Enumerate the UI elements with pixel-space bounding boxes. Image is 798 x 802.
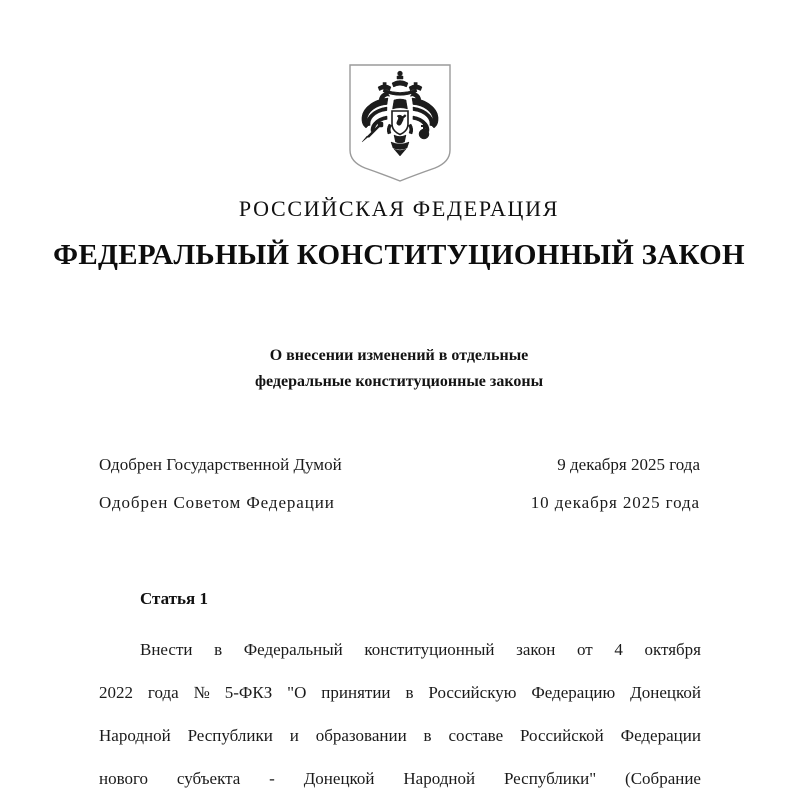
article-body-word: Народной xyxy=(403,769,476,788)
article-body-word: года xyxy=(147,683,179,702)
article-body-word: "О xyxy=(287,683,307,702)
law-subtitle xyxy=(0,343,798,395)
article-body-word: Федерации xyxy=(620,726,701,745)
article-body-word: октября xyxy=(644,640,701,659)
approval-body-name: Одобрен Государственной Думой xyxy=(99,455,342,474)
article-body-word: Российскую xyxy=(428,683,517,702)
article-body-word: № xyxy=(193,683,210,702)
article-heading: Статья 1 xyxy=(140,589,208,608)
country-heading: РОССИЙСКАЯ ФЕДЕРАЦИЯ xyxy=(238,196,560,221)
approval-row xyxy=(99,455,700,475)
approval-row xyxy=(99,493,700,513)
article-body-word: Российской xyxy=(520,726,604,745)
article-body-word: в xyxy=(214,640,223,659)
article-body-word: закон xyxy=(516,640,556,659)
article-body-word: 5-ФКЗ xyxy=(224,683,273,702)
article-body-word: в xyxy=(423,726,432,745)
article-body-line xyxy=(99,671,701,714)
approval-block xyxy=(99,455,700,531)
article-body-word: Донецкой xyxy=(630,683,701,702)
article-body-word: в xyxy=(405,683,414,702)
article-body-word: Донецкой xyxy=(303,769,375,788)
article-body-word: субъекта xyxy=(176,769,241,788)
article-body-line xyxy=(99,714,701,757)
article-body-word: Федерацию xyxy=(531,683,616,702)
russian-coat-of-arms-icon xyxy=(347,62,453,184)
article-body-line xyxy=(99,628,701,671)
article-body-word: Республики xyxy=(187,726,273,745)
article-body-word: - xyxy=(269,769,275,788)
law-type-title: ФЕДЕРАЛЬНЫЙ КОНСТИТУЦИОННЫЙ ЗАКОН xyxy=(53,239,745,271)
article-body-text xyxy=(99,628,701,800)
article-body-line xyxy=(99,757,701,800)
article-body-word: конституционный xyxy=(364,640,495,659)
law-subtitle-line-2: федеральные конституционные законы xyxy=(254,373,544,390)
article-body-word: нового xyxy=(99,769,149,788)
article-body-word: Федеральный xyxy=(243,640,343,659)
article-body-word: и xyxy=(289,726,299,745)
article-body-word: 4 xyxy=(614,640,623,659)
article-body-word: Народной xyxy=(99,726,171,745)
approval-date: 10 декабря 2025 года xyxy=(530,493,700,512)
law-subtitle-line-1: О внесении изменений в отдельные xyxy=(269,347,529,364)
article-body-word: составе xyxy=(448,726,504,745)
approval-date: 9 декабря 2025 года xyxy=(557,455,700,474)
article-body-word: образовании xyxy=(315,726,407,745)
article-body-word: от xyxy=(577,640,593,659)
approval-body-name: Одобрен Советом Федерации xyxy=(99,493,335,512)
article-body-word: (Собрание xyxy=(625,769,701,788)
article-body-word: 2022 xyxy=(99,683,133,702)
article-body-word: Внести xyxy=(140,640,193,659)
article-body-word: Республики" xyxy=(503,769,597,788)
article-body-word: принятии xyxy=(321,683,391,702)
